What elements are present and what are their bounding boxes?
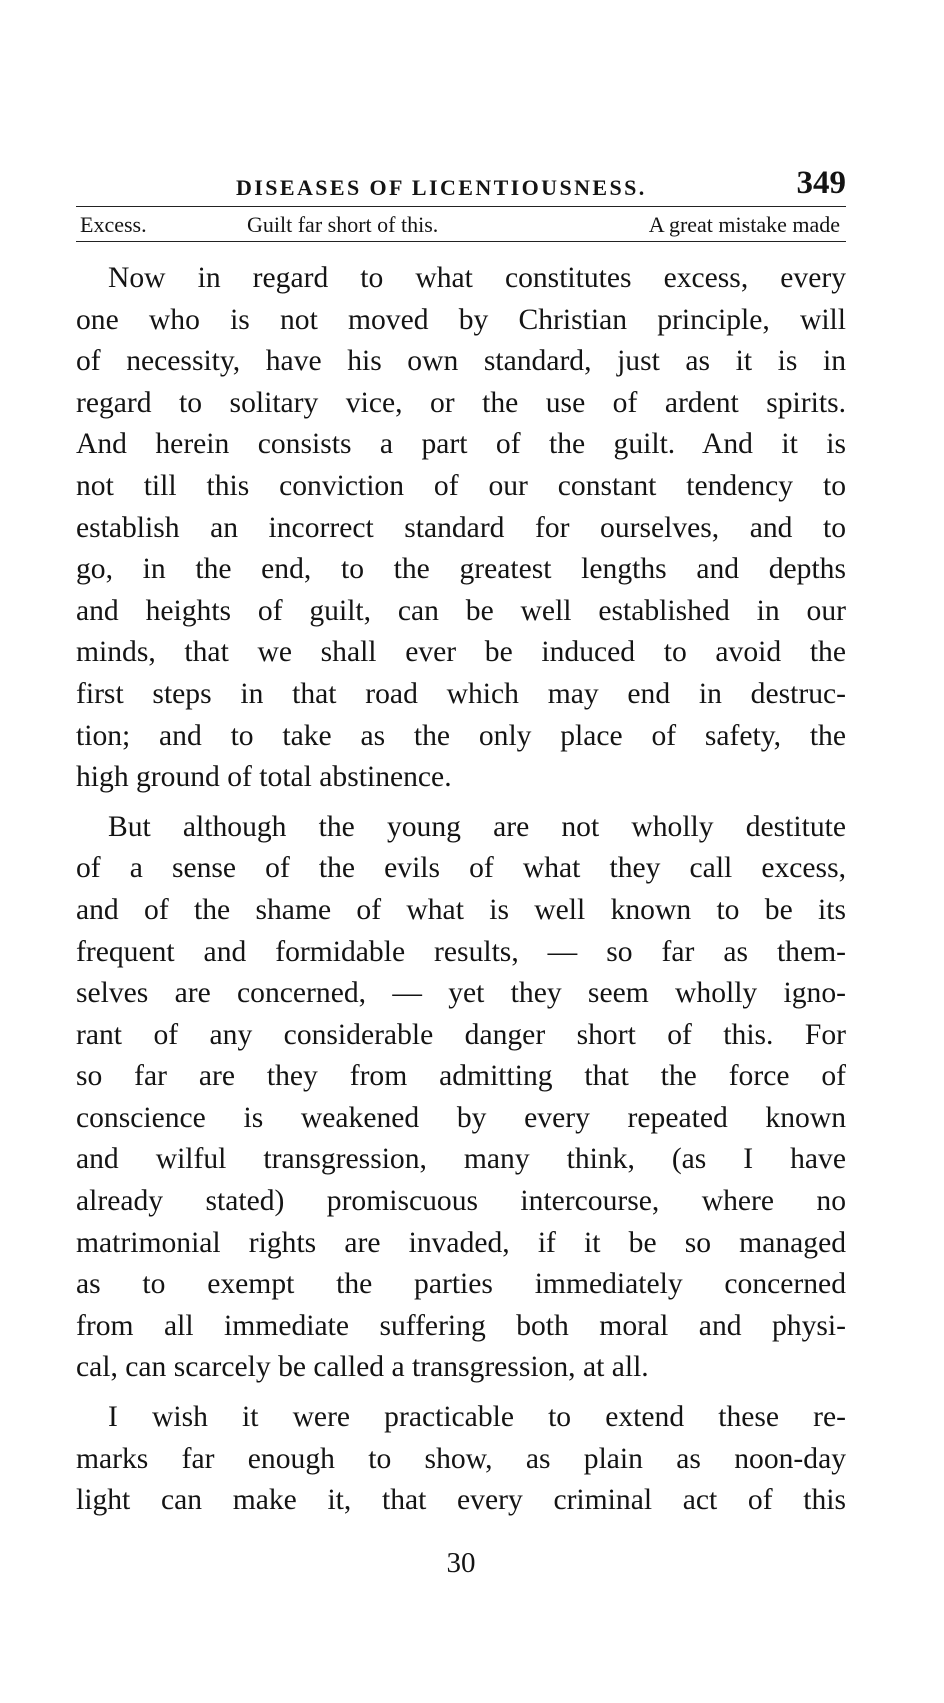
text-line: first steps in that road which may end in destruc- (76, 677, 846, 710)
signature-mark: 30 (446, 1547, 476, 1579)
text-line: of necessity, have his own standard, just as it is in (76, 345, 846, 378)
book-page (76, 160, 846, 1579)
topic-heading: Excess. (80, 212, 147, 237)
text-line: go, in the end, to the greatest lengths and depths (76, 553, 846, 586)
text-line: one who is not moved by Christian principle, will (76, 303, 846, 336)
topic-headings (76, 207, 846, 241)
text-line: frequent and formidable results, — so far as them- (76, 935, 846, 968)
paragraph (76, 258, 846, 799)
text-line: of a sense of the evils of what they call excess, (76, 852, 846, 885)
body-text (76, 258, 846, 1522)
text-line: rant of any considerable danger short of this. For (76, 1018, 846, 1051)
text-line: so far are they from admitting that the force of (76, 1060, 846, 1093)
running-head (76, 160, 846, 206)
text-line: as to exempt the parties immediately concerned (76, 1268, 846, 1301)
text-line: But although the young are not wholly destitute (108, 810, 846, 843)
text-line: already stated) promiscuous intercourse, where no (76, 1185, 846, 1218)
text-line: and of the shame of what is well known to be its (76, 893, 846, 926)
text-line: high ground of total abstinence. (76, 761, 452, 794)
text-line: Now in regard to what constitutes excess, every (108, 262, 846, 294)
paragraph (76, 807, 846, 1389)
text-line: minds, that we shall ever be induced to avoid the (76, 636, 846, 669)
text-line: not till this conviction of our constant tendency to (76, 469, 846, 502)
text-line: matrimonial rights are invaded, if it be so managed (76, 1226, 846, 1259)
text-line: tion; and to take as the only place of safety, the (76, 719, 846, 752)
text-line: marks far enough to show, as plain as noon-day (76, 1442, 846, 1475)
running-title: DISEASES OF LICENTIOUSNESS. (236, 175, 647, 200)
text-line: and wilful transgression, many think, (as I have (76, 1143, 846, 1176)
text-line: light can make it, that every criminal act of this (76, 1484, 846, 1517)
text-line: from all immediate suffering both moral and physi- (76, 1309, 846, 1342)
text-line: conscience is weakened by every repeated known (76, 1101, 846, 1134)
topic-heading: A great mistake made (648, 212, 840, 237)
text-line: cal, can scarcely be called a transgression, at all. (76, 1351, 649, 1384)
text-line: establish an incorrect standard for ourselves, and to (76, 511, 846, 544)
page-number: 349 (796, 165, 846, 201)
text-line: regard to solitary vice, or the use of ardent spirits. (76, 386, 846, 419)
text-line: I wish it were practicable to extend these re- (108, 1401, 846, 1434)
header-rule-bottom (76, 241, 846, 242)
text-line: And herein consists a part of the guilt. And it is (76, 428, 846, 461)
topic-heading: Guilt far short of this. (247, 212, 439, 237)
paragraph (76, 1397, 846, 1522)
text-line: and heights of guilt, can be well established in our (76, 594, 846, 627)
text-line: selves are concerned, — yet they seem wholly igno- (76, 977, 846, 1010)
